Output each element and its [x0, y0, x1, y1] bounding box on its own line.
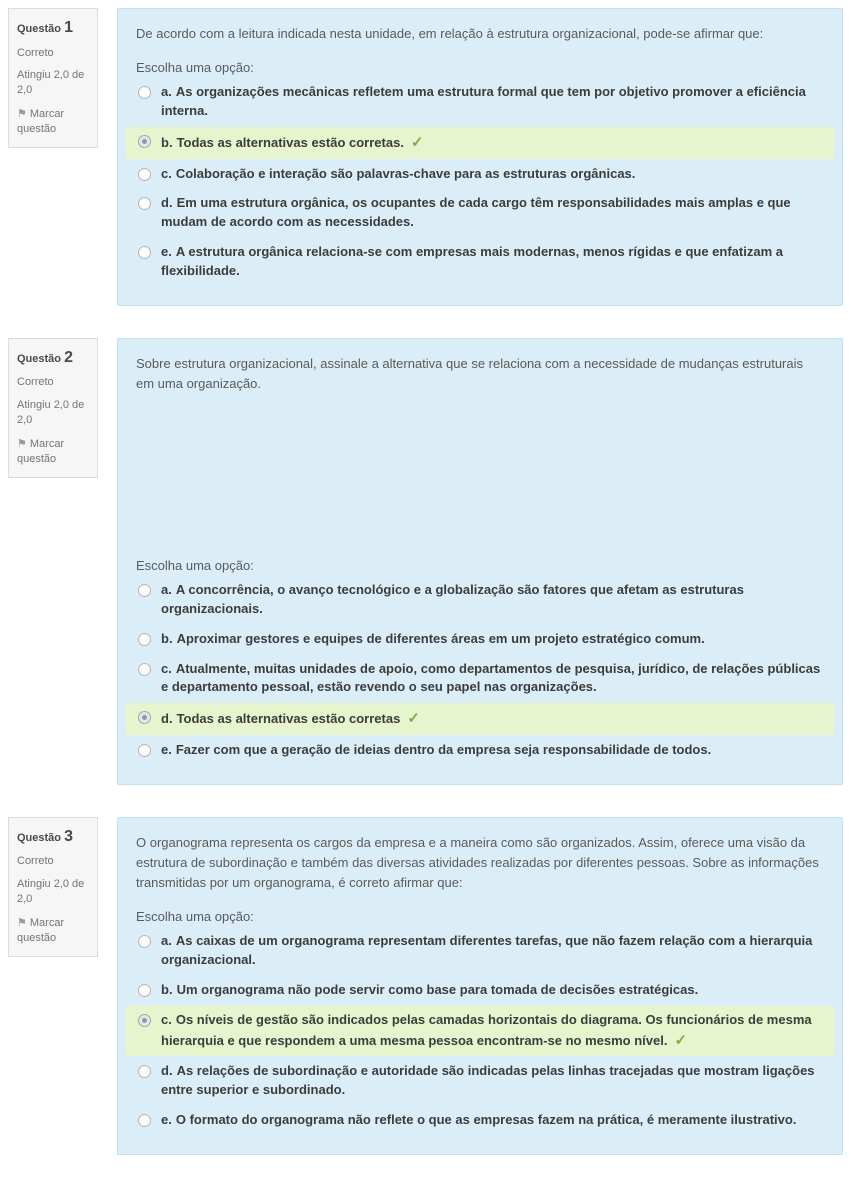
answer-option-b[interactable] [126, 625, 834, 654]
answer-prompt: Escolha uma opção: [136, 909, 254, 925]
check-icon [400, 711, 420, 726]
answer-option-c[interactable] [126, 1006, 834, 1057]
option-text: e. Fazer com que a geração de ideias dentro da empresa seja responsabilidade de todos. [161, 742, 712, 758]
question-block-2 [8, 338, 843, 785]
answer-option-c[interactable] [126, 160, 834, 189]
option-letter: b. [161, 982, 173, 997]
question-block-3 [8, 817, 843, 1155]
option-text: c. Colaboração e interação são palavras-chave para as estruturas orgânicas. [161, 165, 636, 181]
flag-question-link[interactable] [17, 437, 89, 467]
flag-label: Marcar questão [17, 437, 65, 465]
option-text: a. A concorrência, o avanço tecnológico e a globalização são fatores que afetam as estruturas organizacionais. [161, 582, 744, 616]
option-text: c. Os níveis de gestão são indicados pelas camadas horizontais do diagrama. Os funcionários de mesma hierarquia e que respondem a uma mesma pessoa encontram-se no mesmo nível.✓ [161, 1011, 824, 1052]
question-grade: Atingiu 2,0 de 2,0 [17, 399, 85, 427]
answer-option-b[interactable] [126, 976, 834, 1005]
radio-button[interactable] [138, 984, 151, 997]
option-letter: e. [161, 1112, 172, 1128]
option-letter: e. [161, 244, 172, 260]
option-text: d. As relações de subordinação e autoridade são indicadas pelas linhas tracejadas que mostram ligações entre superior e subordinado. [161, 1063, 815, 1098]
answer-option-d[interactable] [126, 189, 834, 237]
answer-option-b[interactable] [126, 127, 834, 159]
option-letter: c. [161, 1011, 172, 1027]
question-number-value: 2 [64, 348, 73, 366]
radio-button[interactable] [138, 711, 151, 724]
radio-button[interactable] [138, 168, 151, 181]
question-number [17, 826, 89, 848]
option-text: a. As caixas de um organograma representam diferentes tarefas, que não fazem relação com a hierarquia organizacional. [161, 933, 813, 968]
radio-button[interactable] [138, 135, 151, 148]
option-letter: d. [161, 1063, 173, 1079]
answer-option-e[interactable] [126, 1106, 834, 1135]
question-label: Questão [17, 352, 62, 365]
question-grade: Atingiu 2,0 de 2,0 [17, 69, 85, 97]
option-letter: c. [161, 165, 172, 181]
question-number-value: 3 [64, 827, 73, 845]
option-text: d. Em uma estrutura orgânica, os ocupantes de cada cargo têm responsabilidades mais amplas e que mudam de acordo com as necessidades. [161, 195, 791, 230]
option-text: b. Aproximar gestores e equipes de diferentes áreas em um projeto estratégico comum. [161, 630, 705, 646]
options-list [126, 78, 834, 286]
radio-button[interactable] [138, 1114, 151, 1127]
question-image-placeholder [136, 410, 824, 558]
answer-prompt: Escolha uma opção: [136, 558, 254, 574]
answer-option-a[interactable] [126, 78, 834, 126]
answer-prompt: Escolha uma opção: [136, 60, 254, 76]
radio-button[interactable] [138, 633, 151, 646]
option-text: c. Atualmente, muitas unidades de apoio, como departamentos de pesquisa, jurídico, de relações públicas e departamento pessoal, estão revendo o seu papel nas organizações. [161, 660, 821, 695]
check-icon [404, 135, 424, 150]
option-letter: e. [161, 742, 172, 758]
flag-question-link[interactable] [17, 107, 89, 137]
option-text: d. Todas as alternativas estão corretas✓ [161, 708, 420, 730]
question-content-panel [117, 338, 843, 785]
option-letter: b. [161, 134, 173, 150]
flag-icon [17, 917, 30, 929]
question-info-panel [8, 8, 98, 148]
question-label: Questão [17, 831, 62, 844]
flag-question-link[interactable] [17, 916, 89, 946]
radio-button[interactable] [138, 744, 151, 757]
options-list [126, 576, 834, 765]
radio-button[interactable] [138, 663, 151, 676]
radio-button[interactable] [138, 197, 151, 210]
option-letter: a. [161, 84, 172, 100]
question-info-panel [8, 338, 98, 478]
answer-option-a[interactable] [126, 576, 834, 624]
option-letter: c. [161, 660, 172, 676]
check-icon [667, 1033, 687, 1048]
question-text: O organograma representa os cargos da empresa e a maneira como são organizados. Assim, oferece uma visão da estrutura de subordinação e também das diversas atividades realizadas por diferentes pessoas. Sobre as informações transmitidas por um organograma, é correto afirmar que: [136, 834, 819, 891]
answer-option-c[interactable] [126, 655, 834, 703]
option-letter: d. [161, 711, 173, 727]
radio-button[interactable] [138, 246, 151, 259]
option-letter: b. [161, 630, 173, 646]
question-block-1 [8, 8, 843, 306]
radio-button[interactable] [138, 1065, 151, 1078]
flag-icon [17, 108, 30, 120]
question-content-panel [117, 8, 843, 306]
question-grade: Atingiu 2,0 de 2,0 [17, 878, 85, 906]
answer-option-e[interactable] [126, 736, 834, 765]
option-letter: a. [161, 933, 172, 949]
question-status: Correto [17, 46, 54, 59]
option-text: b. Um organograma não pode servir como base para tomada de decisões estratégicas. [161, 982, 699, 997]
flag-icon [17, 438, 30, 450]
option-text: e. A estrutura orgânica relaciona-se com empresas mais modernas, menos rígidas e que enfatizam a flexibilidade. [161, 244, 783, 278]
question-number-value: 1 [64, 19, 73, 36]
question-text: Sobre estrutura organizacional, assinale a alternativa que se relaciona com a necessidade de mudanças estruturais em uma organização. [136, 355, 803, 391]
radio-button[interactable] [138, 86, 151, 99]
question-status: Correto [17, 855, 54, 868]
answer-option-e[interactable] [126, 238, 834, 286]
option-text: b. Todas as alternativas estão corretas.✓ [161, 132, 424, 154]
question-number [17, 17, 89, 39]
radio-button[interactable] [138, 1014, 151, 1027]
radio-button[interactable] [138, 935, 151, 948]
flag-label: Marcar questão [17, 108, 65, 135]
question-content-panel [117, 817, 843, 1155]
question-status: Correto [17, 376, 54, 389]
question-number [17, 347, 89, 369]
option-letter: d. [161, 195, 173, 211]
question-label: Questão [17, 23, 62, 35]
option-text: e. O formato do organograma não reflete o que as empresas fazem na prática, é meramente ilustrativo. [161, 1112, 797, 1128]
option-text: a. As organizações mecânicas refletem uma estrutura formal que tem por objetivo promover a eficiência interna. [161, 84, 806, 118]
answer-option-a[interactable] [126, 927, 834, 975]
radio-button[interactable] [138, 584, 151, 597]
answer-option-d[interactable] [126, 703, 834, 735]
question-info-panel [8, 817, 98, 957]
flag-label: Marcar questão [17, 917, 65, 944]
option-letter: a. [161, 582, 172, 598]
question-text: De acordo com a leitura indicada nesta unidade, em relação à estrutura organizacional, pode-se afirmar que: [136, 26, 764, 41]
answer-option-d[interactable] [126, 1057, 834, 1105]
